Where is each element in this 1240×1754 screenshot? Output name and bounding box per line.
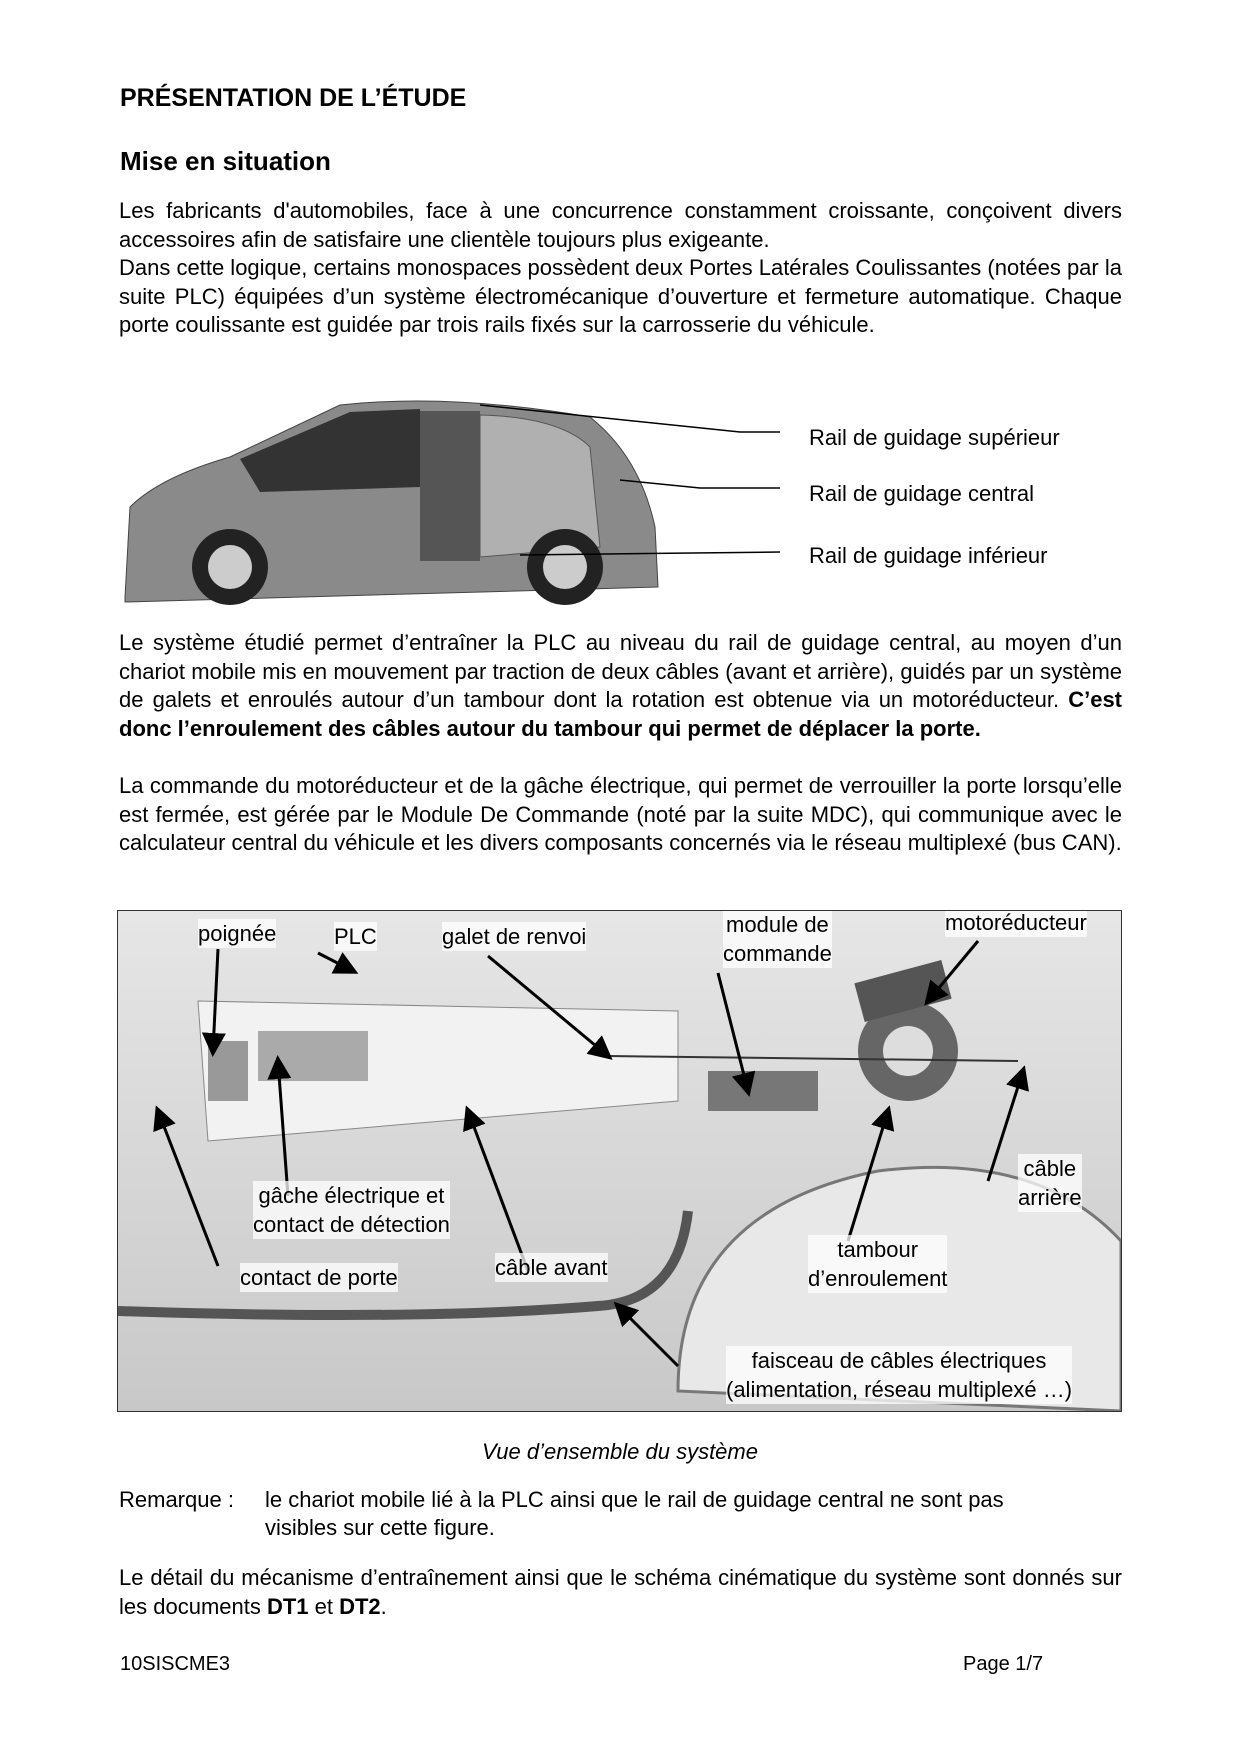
figure-caption: Vue d’ensemble du système — [482, 1439, 758, 1464]
label-central-rail: Rail de guidage central — [809, 481, 1035, 506]
paragraph: Le système étudié permet d’entraîner la PLC au niveau du rail de guidage central, au moyen d’un chariot mobile mis en mouvement par traction de deux câbles (avant et arrière), guidés par un système de galets et enroulés autour d’un tambour dont la rotation est obtenue via un motoréducteur. C’est donc l’enroulement des câbles autour du tambour qui permet de déplacer la porte. — [119, 630, 1122, 741]
paragraph: La commande du motoréducteur et de la gâche électrique, qui permet de verrouiller la porte lorsqu’elle est fermée, est gérée par le Module De Commande (noté par la suite MDC), qui communique avec le calculateur central du véhicule et les divers composants concernés via le réseau multiplexé (bus CAN). — [119, 773, 1122, 855]
rail-leader-lines — [0, 0, 1240, 700]
label-control-module: module de commande — [723, 912, 832, 966]
ref-dt1: DT1 — [266, 1593, 309, 1619]
label-rear-cable: câble arrière — [1018, 1156, 1082, 1210]
remark-text: le chariot mobile lié à la PLC ainsi que le rail de guidage central ne sont pas — [265, 1487, 1004, 1512]
ref-dt2: DT2 — [339, 1593, 381, 1619]
label-winding-drum: tambour d’enroulement — [808, 1237, 948, 1291]
page-title: PRÉSENTATION DE L’ÉTUDE — [120, 84, 467, 112]
remark-text: visibles sur cette figure. — [265, 1515, 495, 1540]
paragraph: Le détail du mécanisme d’entraînement ainsi que le schéma cinématique du système sont donnés sur les documents DT1 et DT2. — [119, 1565, 1122, 1619]
label-handle: poignée — [198, 921, 277, 946]
footer-code: 10SISCME3 — [120, 1653, 231, 1675]
footer-page-number: Page 1/7 — [963, 1653, 1044, 1675]
label-plc: PLC — [334, 924, 377, 949]
label-return-pulley: galet de renvoi — [442, 924, 587, 949]
label-electric-latch: gâche électrique et contact de détection — [253, 1183, 450, 1237]
label-upper-rail: Rail de guidage supérieur — [809, 425, 1060, 450]
label-front-cable: câble avant — [495, 1255, 608, 1280]
section-heading: Mise en situation — [120, 146, 331, 176]
label-wiring-harness: faisceau de câbles électriques (alimentation, réseau multiplexé …) — [726, 1348, 1073, 1402]
remark-label: Remarque : — [119, 1487, 234, 1512]
paragraph: Dans cette logique, certains monospaces possèdent deux Portes Latérales Coulissantes (notées par la suite PLC) équipées d’un système électromécanique d’ouverture et fermeture automatique. Chaque porte coulissante est guidée par trois rails fixés sur la carrosserie du véhicule. — [119, 255, 1122, 337]
label-gearmotor: motoréducteur — [945, 910, 1087, 935]
paragraph: Les fabricants d'automobiles, face à une concurrence constamment croissante, conçoivent divers accessoires afin de satisfaire une clientèle toujours plus exigeante. — [119, 198, 1122, 252]
emphasis: C’est donc l’enroulement des câbles autour du tambour qui permet de déplacer la porte. — [119, 687, 1122, 741]
system-overview-figure — [117, 910, 1122, 1412]
figure-drawing — [118, 911, 1121, 1411]
label-door-contact: contact de porte — [240, 1265, 398, 1290]
label-lower-rail: Rail de guidage inférieur — [809, 543, 1048, 568]
